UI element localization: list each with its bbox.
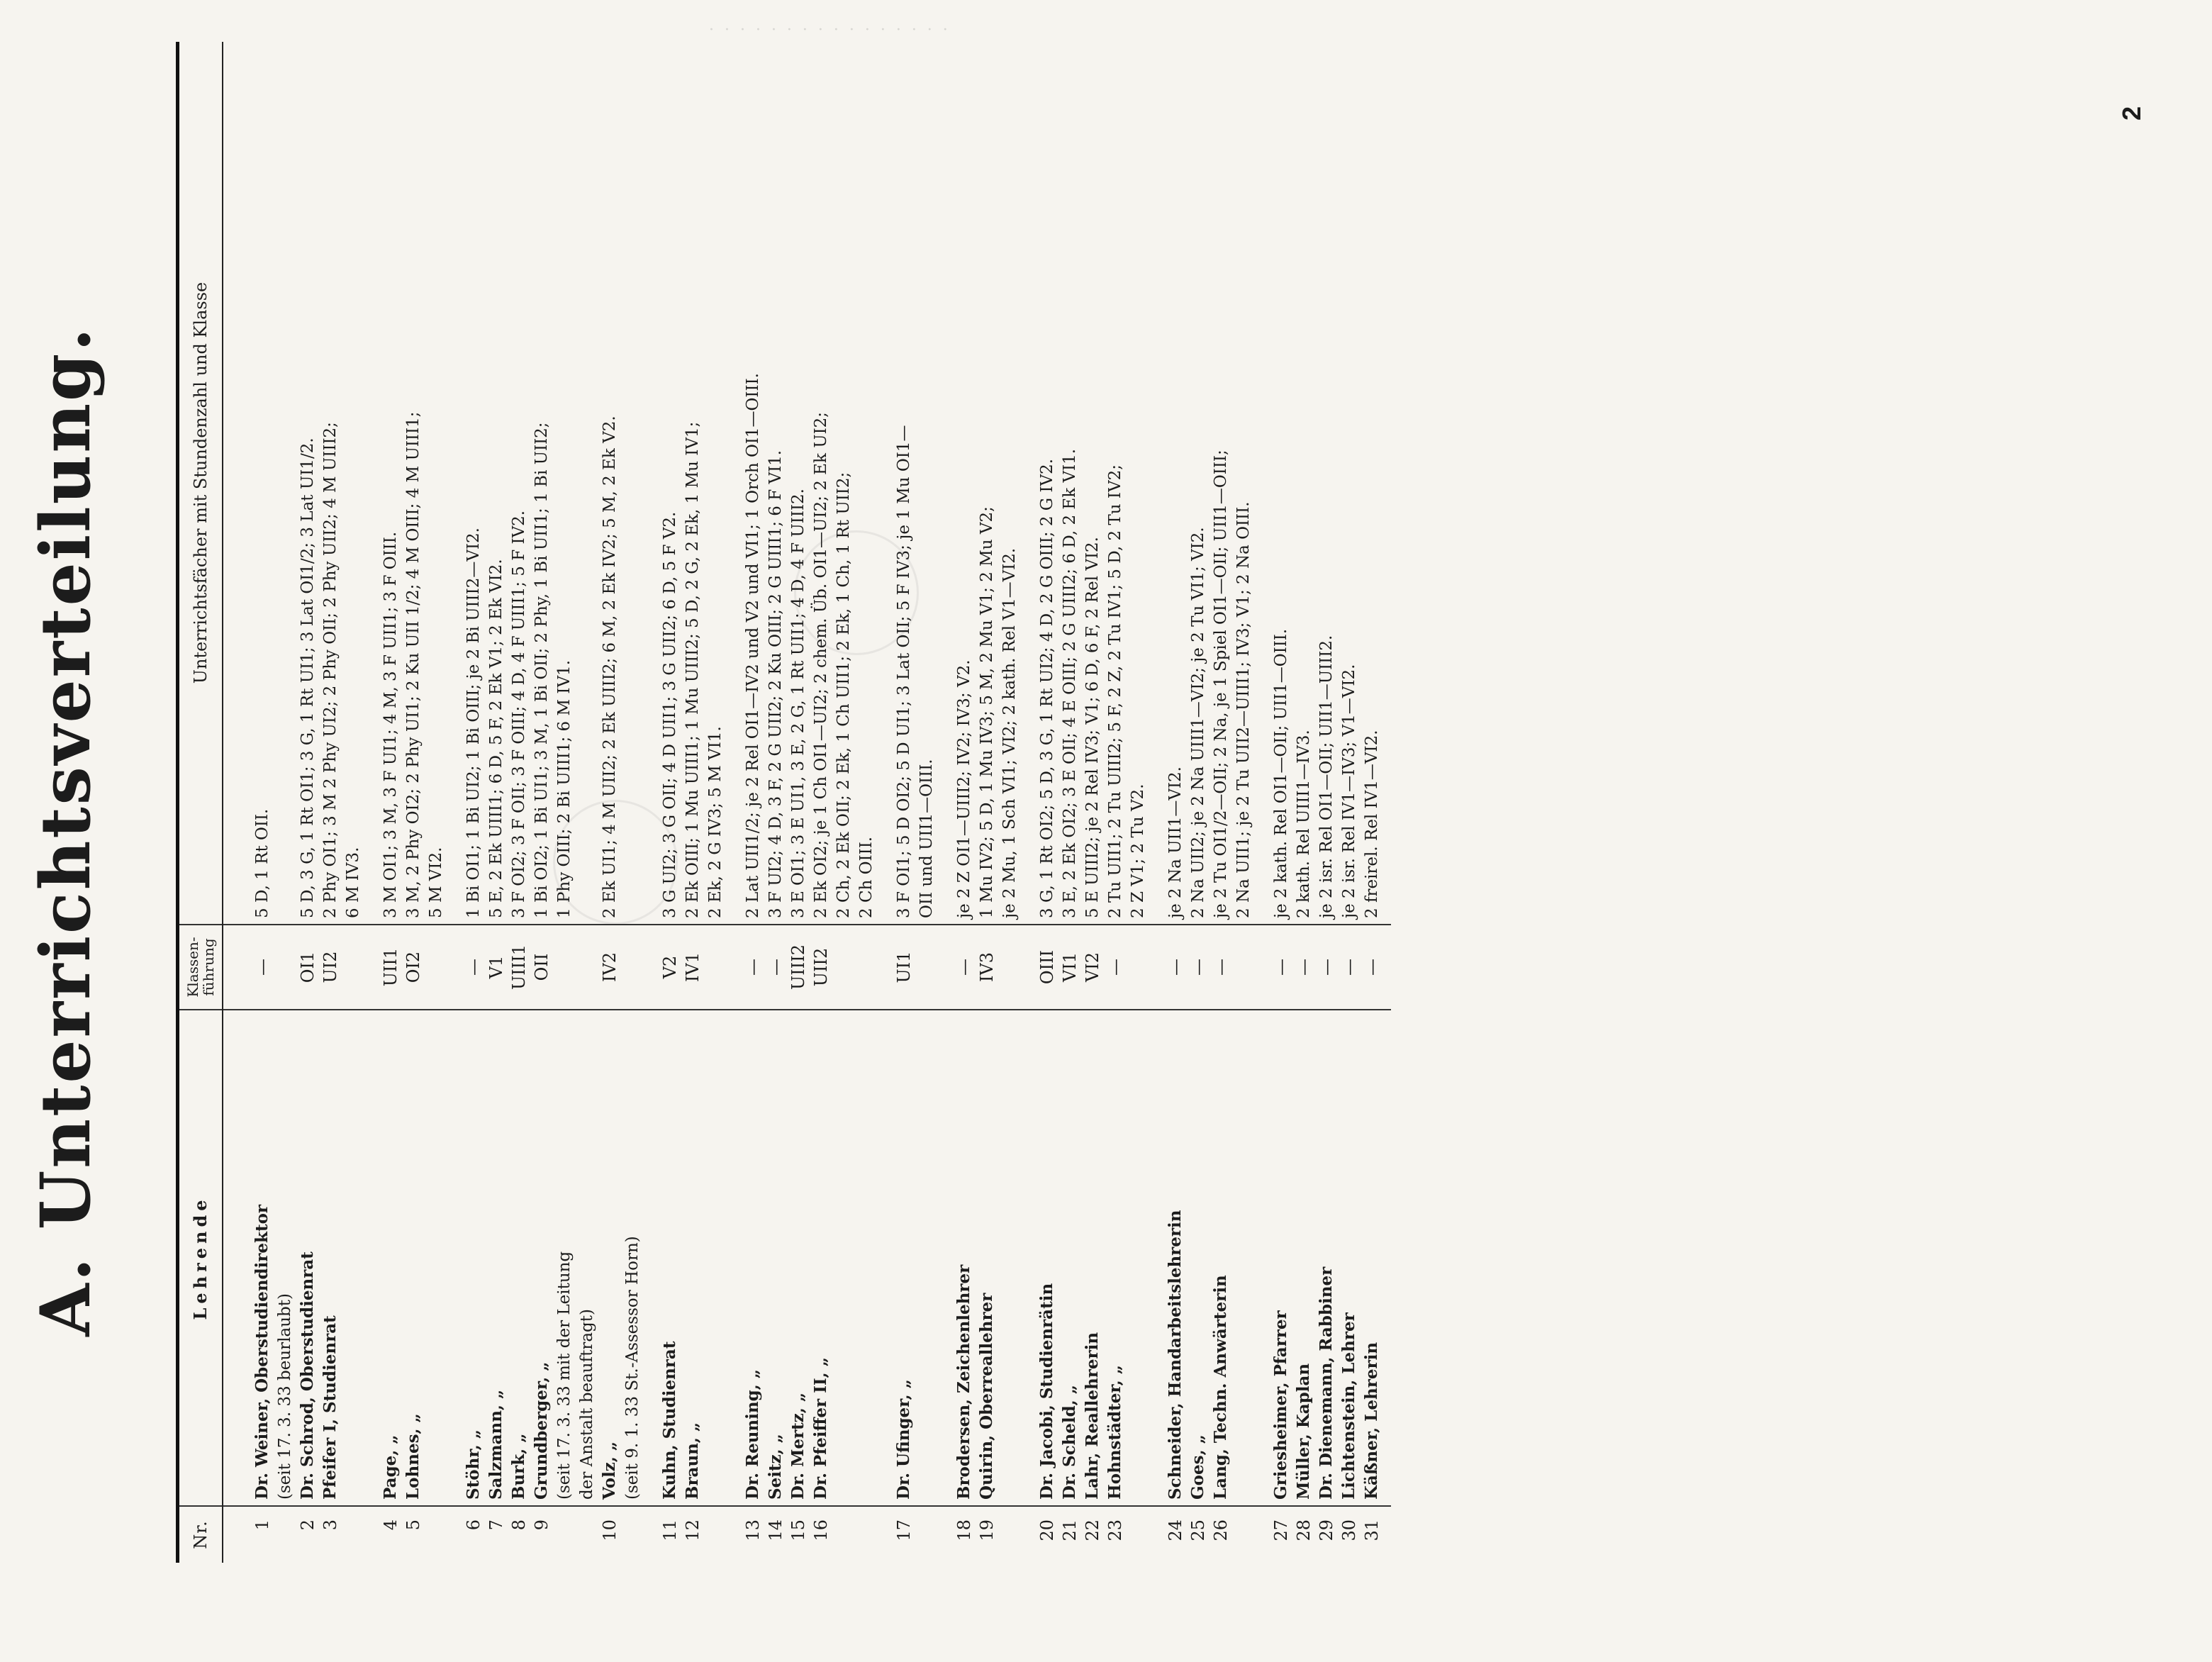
class-leadership: —: [1338, 925, 1361, 1010]
teacher-name: [832, 1010, 855, 1506]
teacher-name: Dr. Scheld, „: [1058, 1010, 1081, 1506]
table-row: [1210, 42, 1232, 1563]
row-number: 20: [1021, 1506, 1058, 1563]
row-number: 16: [810, 1506, 832, 1563]
table-row: [508, 42, 530, 1563]
teacher-name: (seit 9. 1. 33 St.-Assessor Horn): [621, 1010, 644, 1506]
table-row: [832, 42, 855, 1563]
teaching-distribution-table: [176, 42, 1391, 1563]
subjects-hours: 5 D, 1 Rt OII.: [253, 808, 272, 918]
teacher-name: Lichtenstein, Lehrer: [1338, 1010, 1361, 1506]
table-row: [764, 42, 787, 1563]
class-leadership: IV2: [598, 925, 621, 1010]
row-number: [855, 1506, 878, 1563]
class-leadership: V1: [485, 925, 508, 1010]
row-number: 27: [1255, 1506, 1292, 1563]
subjects-hours: 3 E, 2 Ek OI2; 3 E OII; 4 E OIII; 2 G UIII2; 6 D, 2 Ek VI1.: [1061, 448, 1079, 918]
table-header-row: [178, 42, 223, 1563]
row-number: 2: [296, 1506, 319, 1563]
class-leadership: [621, 925, 644, 1010]
subjects-hours: 5 M VI2.: [427, 847, 445, 918]
row-number: [274, 1506, 296, 1563]
table-body: [223, 42, 1391, 1563]
class-leadership: OII: [530, 925, 553, 1010]
class-leadership: —: [727, 925, 764, 1010]
class-leadership: —: [1187, 925, 1210, 1010]
subjects-hours: 3 G UI2; 3 G OII; 4 D UII1; 3 G UII2; 6 D, 5 F V2.: [661, 511, 679, 918]
table-row: [878, 42, 915, 1563]
table-row: [1058, 42, 1081, 1563]
table-row: [274, 42, 296, 1563]
teacher-name: Dr. Dienemann, Rabbiner: [1315, 1010, 1338, 1506]
teacher-name: Page, „: [364, 1010, 402, 1506]
table-row: [296, 42, 319, 1563]
teacher-name: Dr. Ufinger, „: [878, 1010, 915, 1506]
row-number: 17: [878, 1506, 915, 1563]
subjects-hours: [576, 42, 598, 925]
class-leadership: —: [1292, 925, 1315, 1010]
class-leadership: [855, 925, 878, 1010]
table-row: [727, 42, 764, 1563]
class-leadership: [425, 925, 447, 1010]
row-number: 24: [1149, 1506, 1187, 1563]
teacher-name: (seit 17. 3. 33 beurlaubt): [274, 1010, 296, 1506]
row-number: 5: [402, 1506, 425, 1563]
class-leadership: —: [938, 925, 976, 1010]
class-leadership: —: [1210, 925, 1232, 1010]
teacher-name: Hohnstädter, „: [1104, 1010, 1127, 1506]
teacher-name: Dr. Mertz, „: [787, 1010, 810, 1506]
teacher-name: [425, 1010, 447, 1506]
table-row: [1338, 42, 1361, 1563]
table-row: [855, 42, 878, 1563]
column-header-nr: Nr.: [178, 1506, 223, 1563]
row-number: 26: [1210, 1506, 1232, 1563]
class-leadership: [1127, 925, 1149, 1010]
class-leadership: —: [223, 925, 274, 1010]
page-number: 2: [2117, 106, 2146, 121]
class-leadership: VI1: [1058, 925, 1081, 1010]
row-number: 13: [727, 1506, 764, 1563]
subjects-hours: 3 F OI1; 5 D OI2; 5 D UI1; 3 Lat OII; 5 F IV3; je 1 Mu OI1—: [895, 425, 913, 918]
class-leadership: UIII2: [787, 925, 810, 1010]
row-number: 29: [1315, 1506, 1338, 1563]
table-row: [704, 42, 727, 1563]
class-leadership: VI2: [1081, 925, 1104, 1010]
row-number: 30: [1338, 1506, 1361, 1563]
subjects-hours: [274, 42, 296, 925]
subjects-hours: 1 Bi OI1; 1 Bi UI2; 1 Bi OIII; je 2 Bi UIII2—VI2.: [464, 528, 483, 918]
table-row: [319, 42, 342, 1563]
table-row: [1187, 42, 1210, 1563]
row-number: 22: [1081, 1506, 1104, 1563]
subjects-hours: 2 Ek OI2; je 1 Ch OI1—UI2; 2 chem. Üb. OI1—UI2; 2 Ek UI2;: [812, 411, 830, 918]
table-row: [364, 42, 402, 1563]
subjects-hours: je 2 isr. Rel IV1—IV3; V1—VI2.: [1340, 664, 1358, 918]
teacher-name: Brodersen, Zeichenlehrer: [938, 1010, 976, 1506]
table-row: [621, 42, 644, 1563]
row-number: [704, 1506, 727, 1563]
subjects-hours: 3 M, 2 Phy OI2; 2 Phy UI1; 2 Ku UII 1/2; 4 M OIII; 4 M UIII1;: [404, 411, 423, 918]
row-number: 23: [1104, 1506, 1127, 1563]
table-row: [447, 42, 485, 1563]
subjects-hours: OII und UII1—OIII.: [917, 759, 936, 918]
class-leadership: [832, 925, 855, 1010]
class-leadership: UIII1: [508, 925, 530, 1010]
table-row: [1149, 42, 1187, 1563]
table-row: [1127, 42, 1149, 1563]
table-row: [576, 42, 598, 1563]
row-number: 31: [1361, 1506, 1391, 1563]
teacher-name: [915, 1010, 938, 1506]
subjects-hours: 1 Bi OI2; 1 Bi UI1; 3 M, 1 Bi OII; 2 Phy, 1 Bi UII1; 1 Bi UII2;: [532, 422, 551, 918]
row-number: 8: [508, 1506, 530, 1563]
teacher-name: Grundberger, „: [530, 1010, 553, 1506]
subjects-hours: 5 D, 3 G, 1 Rt OI1; 3 G, 1 Rt UI1; 3 Lat OI1/2; 3 Lat UI1/2.: [298, 437, 317, 918]
subjects-hours: 2 Ch, 2 Ek OII; 2 Ek, 1 Ch UII1; 2 Ek, 1 Ch, 1 Rt UII2;: [834, 472, 853, 918]
teacher-name: Dr. Reuning, „: [727, 1010, 764, 1506]
class-leadership: IV1: [681, 925, 704, 1010]
teacher-name: Dr. Pfeiffer II, „: [810, 1010, 832, 1506]
teacher-name: Dr. Schrod, Oberstudienrat: [296, 1010, 319, 1506]
row-number: [998, 1506, 1021, 1563]
subjects-hours: 2 Na UII1; je 2 Tu UII2—UIII1; IV3; V1; 2 Na OIII.: [1234, 501, 1253, 918]
table-row: [425, 42, 447, 1563]
subjects-hours: 2 Na UII2; je 2 Na UIII1—VI2; je 2 Tu VI1; VI2.: [1189, 527, 1207, 918]
table-row: [938, 42, 976, 1563]
teacher-name: Dr. Jacobi, Studienrätin: [1021, 1010, 1058, 1506]
row-number: 18: [938, 1506, 976, 1563]
teacher-name: (seit 17. 3. 33 mit der Leitung: [553, 1010, 576, 1506]
class-leadership: [274, 925, 296, 1010]
subjects-hours: 5 E, 2 Ek UIII1; 6 D, 5 F, 2 Ek V1; 2 Ek VI2.: [487, 559, 505, 918]
subjects-hours: 3 F OI2; 3 F OII; 3 F OIII; 4 D, 4 F UIII1; 5 F IV2.: [510, 510, 528, 918]
teacher-name: Kuhn, Studienrat: [644, 1010, 681, 1506]
table-row: [644, 42, 681, 1563]
row-number: 14: [764, 1506, 787, 1563]
class-leadership: —: [1104, 925, 1127, 1010]
subjects-hours: 2 Ek UI1; 4 M UII2; 2 Ek UIII2; 6 M, 2 Ek IV2; 5 M, 2 Ek V2.: [601, 415, 619, 918]
table-row: [1292, 42, 1315, 1563]
class-leadership: [576, 925, 598, 1010]
teacher-name: Salzmann, „: [485, 1010, 508, 1506]
teacher-name: [342, 1010, 364, 1506]
subjects-hours: 3 F UI2; 4 D, 3 F, 2 G UII2; 2 Ku OIII; 2 G UIII1; 6 F VI1.: [766, 450, 785, 918]
subjects-hours: 5 E UIII2; je 2 Rel IV3; V1; 6 D, 6 F, 2 Rel VI2.: [1083, 537, 1102, 918]
teacher-name: Lahr, Reallehrerin: [1081, 1010, 1104, 1506]
class-leadership: [553, 925, 576, 1010]
row-number: [621, 1506, 644, 1563]
teacher-name: Schneider, Handarbeitslehrerin: [1149, 1010, 1187, 1506]
table-row: [223, 42, 274, 1563]
table-row: [598, 42, 621, 1563]
class-leadership: —: [764, 925, 787, 1010]
row-number: [576, 1506, 598, 1563]
teacher-name: Pfeifer I, Studienrat: [319, 1010, 342, 1506]
teacher-name: Quirin, Oberreallehrer: [976, 1010, 998, 1506]
subjects-hours: je 2 Z OI1—UIII2; IV2; IV3; V2.: [955, 659, 973, 918]
subjects-hours: je 2 kath. Rel OI1—OII; UII1—OIII.: [1272, 628, 1290, 918]
teacher-name: Lohnes, „: [402, 1010, 425, 1506]
row-number: 11: [644, 1506, 681, 1563]
row-number: [553, 1506, 576, 1563]
subjects-hours: 2 Phy OI1; 3 M 2 Phy UI2; 2 Phy OII; 2 Phy UII2; 4 M UIII2;: [321, 422, 340, 918]
table-row: [810, 42, 832, 1563]
class-leadership: UI1: [878, 925, 915, 1010]
row-number: 12: [681, 1506, 704, 1563]
teacher-name: Goes, „: [1187, 1010, 1210, 1506]
row-number: 7: [485, 1506, 508, 1563]
table-row: [1255, 42, 1292, 1563]
row-number: 25: [1187, 1506, 1210, 1563]
teacher-name: [704, 1010, 727, 1506]
class-leadership: [342, 925, 364, 1010]
row-number: 19: [976, 1506, 998, 1563]
table-row: [1081, 42, 1104, 1563]
subjects-hours: [621, 42, 644, 925]
table-row: [553, 42, 576, 1563]
class-leadership: OI1: [296, 925, 319, 1010]
subjects-hours: 2 Z V1; 2 Tu V2.: [1129, 783, 1147, 918]
row-number: 9: [530, 1506, 553, 1563]
table-row: [1315, 42, 1338, 1563]
subjects-hours: 2 kath. Rel UIII1—IV3.: [1295, 730, 1313, 918]
teacher-name: [1127, 1010, 1149, 1506]
teacher-name: Braun, „: [681, 1010, 704, 1506]
teacher-name: [1232, 1010, 1255, 1506]
table-row: [1232, 42, 1255, 1563]
subjects-hours: je 2 Mu, 1 Sch VI1; VI2; 2 kath. Rel V1—VI2.: [1000, 547, 1019, 918]
subjects-hours: 1 Phy OIII; 2 Bi UIII1; 6 M IV1.: [555, 659, 574, 918]
subjects-hours: 2 Ch OIII.: [857, 836, 876, 918]
row-number: 28: [1292, 1506, 1315, 1563]
teacher-name: Lang, Techn. Anwärterin: [1210, 1010, 1232, 1506]
table-row: [1104, 42, 1127, 1563]
table-row: [976, 42, 998, 1563]
class-leadership: —: [1149, 925, 1187, 1010]
teacher-name: Volz, „: [598, 1010, 621, 1506]
page-title: A. Unterrichtsverteilung.: [26, 325, 106, 1337]
margin-bleed-through: · · · · · · · · · · · · · · · ·: [709, 21, 951, 39]
column-header-klassenfuehrung: Klassen- führung: [178, 925, 223, 1010]
table-row: [402, 42, 425, 1563]
row-number: 4: [364, 1506, 402, 1563]
teacher-name: Burk, „: [508, 1010, 530, 1506]
class-leadership: V2: [644, 925, 681, 1010]
table-row: [787, 42, 810, 1563]
teacher-name: Dr. Weiner, Oberstudiendirektor: [223, 1010, 274, 1506]
class-leadership: IV3: [976, 925, 998, 1010]
subjects-hours: 2 Lat UII1/2; je 2 Rel OI1—IV2 und V2 und VI1; 1 Orch OI1—OIII.: [744, 373, 762, 918]
row-number: [342, 1506, 364, 1563]
table-row: [915, 42, 938, 1563]
teacher-name: der Anstalt beauftragt): [576, 1010, 598, 1506]
row-number: 6: [447, 1506, 485, 1563]
row-number: [832, 1506, 855, 1563]
class-leadership: OI2: [402, 925, 425, 1010]
class-leadership: —: [447, 925, 485, 1010]
table-row: [485, 42, 508, 1563]
teacher-name: [998, 1010, 1021, 1506]
class-leadership: UI2: [319, 925, 342, 1010]
column-header-faecher: Unterrichtsfächer mit Stundenzahl und Klasse: [178, 42, 223, 925]
subjects-hours: 1 Mu IV2; 5 D, 1 Mu IV3; 5 M, 2 Mu V1; 2 Mu V2;: [978, 506, 996, 918]
teacher-name: [855, 1010, 878, 1506]
class-leadership: [915, 925, 938, 1010]
class-leadership: —: [1361, 925, 1391, 1010]
table-row: [1021, 42, 1058, 1563]
teacher-name: Käßner, Lehrerin: [1361, 1010, 1391, 1506]
table-row: [1361, 42, 1391, 1563]
teacher-name: Griesheimer, Pfarrer: [1255, 1010, 1292, 1506]
row-number: 3: [319, 1506, 342, 1563]
row-number: 1: [223, 1506, 274, 1563]
subjects-hours: 2 Tu UII1; 2 Tu UIII2; 5 F, 2 Z, 2 Tu IV1; 5 D, 2 Tu IV2;: [1106, 464, 1124, 918]
row-number: 21: [1058, 1506, 1081, 1563]
class-leadership: —: [1315, 925, 1338, 1010]
subjects-hours: 3 G, 1 Rt OI2; 5 D, 3 G, 1 Rt UI2; 4 D, 2 G OIII; 2 G IV2.: [1038, 458, 1056, 918]
class-leadership: UII2: [810, 925, 832, 1010]
table-row: [342, 42, 364, 1563]
subjects-hours: 2 freirel. Rel IV1—VI2.: [1363, 730, 1381, 918]
teacher-name: Müller, Kaplan: [1292, 1010, 1315, 1506]
subjects-hours: 3 E OI1; 3 E UI1, 3 E, 2 G, 1 Rt UII1; 4 D, 4 F UIII2.: [789, 489, 808, 918]
teacher-name: Seitz, „: [764, 1010, 787, 1506]
row-number: [1232, 1506, 1255, 1563]
subjects-hours: 3 M OI1; 3 M, 3 F UI1; 4 M, 3 F UII1; 3 F OIII.: [381, 531, 400, 918]
table-row: [681, 42, 704, 1563]
table-row: [998, 42, 1021, 1563]
class-leadership: UII1: [364, 925, 402, 1010]
row-number: 15: [787, 1506, 810, 1563]
row-number: 10: [598, 1506, 621, 1563]
class-leadership: OIII: [1021, 925, 1058, 1010]
row-number: [1127, 1506, 1149, 1563]
row-number: [425, 1506, 447, 1563]
subjects-hours: 6 M IV3.: [344, 847, 362, 918]
distribution-table-wrapper: [176, 42, 1590, 1563]
column-header-lehrende: Lehrende: [178, 1010, 223, 1506]
class-leadership: [1232, 925, 1255, 1010]
subjects-hours: je 2 Na UII1—VI2.: [1166, 766, 1185, 918]
subjects-hours: je 2 Tu OI1/2—OII; 2 Na, je 1 Spiel OI1—OII; UII1—OIII;: [1212, 450, 1230, 918]
class-leadership: —: [1255, 925, 1292, 1010]
row-number: [915, 1506, 938, 1563]
teacher-name: Stöhr, „: [447, 1010, 485, 1506]
subjects-hours: 2 Ek, 2 G IV3; 5 M VI1.: [706, 726, 725, 918]
subjects-hours: je 2 isr. Rel OI1—OII; UII1—UIII2.: [1317, 635, 1336, 918]
class-leadership: [704, 925, 727, 1010]
subjects-hours: 2 Ek OIII; 1 Mu UIII1; 1 Mu UIII2; 5 D, 2 G, 2 Ek, 1 Mu IV1;: [683, 421, 702, 918]
class-leadership: [998, 925, 1021, 1010]
table-row: [530, 42, 553, 1563]
